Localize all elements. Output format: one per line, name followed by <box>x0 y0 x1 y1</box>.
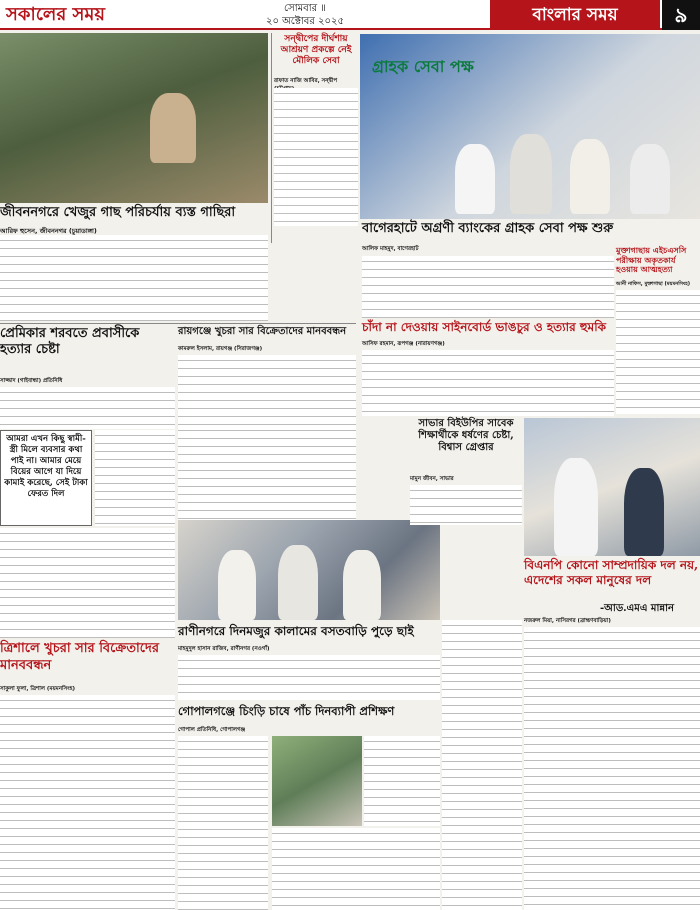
signboard-byline: আসিফ রহমান, রূপগঞ্জ (নারায়ণগঞ্জ) <box>362 341 445 347</box>
edition-date <box>245 2 365 28</box>
sherbet-body-end <box>0 528 175 638</box>
guest-figure <box>630 144 670 214</box>
sherbet-body-cont <box>95 430 175 526</box>
savar-byline: মামুন জীবন, সাভার <box>410 476 454 482</box>
speaker-figure <box>554 458 598 556</box>
shrimp-headline: গোপালগঞ্জে চিংড়ি চাষে পাঁচ দিনব্যাপী প্রশিক্ষণ <box>178 704 395 718</box>
guest-figure <box>455 144 495 214</box>
sherbet-byline: সাজ্জাদ (গাইবান্ধা) প্রতিনিধি <box>0 378 63 384</box>
savar-body-cont <box>442 620 522 910</box>
fire-byline: মাহমুদুল হাসান রাজিব, রাণীনগর (নওগাঁ) <box>178 646 270 652</box>
bnp-event-photo <box>524 418 700 556</box>
shrimp-body-cont <box>272 828 440 910</box>
date-palm-byline: আরিফ হুসেন, জীবননগর (চুয়াডাঙ্গা) <box>0 227 97 235</box>
signboard-headline: চাঁদা না দেওয়ায় সাইনবোর্ড ভাঙচুর ও হত্যার হুমকি <box>362 320 607 334</box>
bank-body <box>362 256 614 318</box>
raipur-body <box>178 355 356 425</box>
bank-banner-text: গ্রাহক সেবা পক্ষ <box>372 57 474 76</box>
person-figure <box>218 550 256 620</box>
exam-headline: মুক্তাগাছায় এইচএসসি পরীক্ষায় অকৃতকার্য হওয়ায় আত্মহত্যা <box>616 245 687 275</box>
trishal-byline: সাকুলা ফুলা, ত্রিশাল (ময়মনসিংহ) <box>0 686 75 692</box>
date-palm-photo <box>0 33 268 203</box>
fire-headline: রাণীনগরে দিনমজুর কালামের বসতবাড়ি পুড়ে ছাই <box>178 624 414 638</box>
person-figure <box>343 550 381 620</box>
shrimp-body <box>178 736 268 910</box>
bnp-byline: নজরুল মিয়া, নাসিরগর (ব্রাহ্মণবাড়িয়া) <box>524 618 611 624</box>
person-figure <box>278 545 318 620</box>
shelter-headline: সন্দ্বীপের দীর্ঘশায় আশ্রয়ণ প্রকল্পে নেই মৌলিক সেবা <box>280 34 352 66</box>
raipur-headline: রায়গঞ্জে খুচরা সার বিক্রেতাদের মানববন্ধন <box>178 326 347 337</box>
tree-climber-figure <box>150 93 196 163</box>
section-title: বাংলার সময় <box>490 0 660 30</box>
fire-body-cont <box>364 736 440 826</box>
speaker-figure <box>624 468 664 556</box>
edition-day: সোমবার ॥ <box>284 3 326 14</box>
page-number: ৯ <box>662 0 700 30</box>
masthead-logo: সকালের সময় <box>6 4 106 25</box>
shrimp-byline: গোপাল প্রতিনিধি, গোপালগঞ্জ <box>178 727 246 733</box>
shelter-body <box>274 88 358 226</box>
date-palm-headline: জীবননগরে খেজুর গাছ পরিচর্যায় ব্যস্ত গাছিরা <box>0 205 236 220</box>
savar-headline: সাভার বিইউপির সাবেক শিক্ষার্থীকে ধর্ষণের চেষ্টা, বিশ্বাস গ্রেপ্তার <box>418 418 514 453</box>
sherbet-pullquote: আমরা এখন কিছু স্বামী-স্ত্রী মিলে ব্যবসার কথা পাই না। আমার মেয়ে বিয়ের আগে যা দিয়ে কামাই করেছে, সেই টাকা ফেরত দিল <box>0 430 92 526</box>
fire-victim-photo <box>178 520 440 620</box>
bnp-attribution: -আড.এমএ মান্নান <box>600 603 674 614</box>
exam-byline: আনী নাফিস, মুক্তাগাছা (ময়মনসিংহ) <box>616 281 691 287</box>
bank-event-photo <box>360 34 700 219</box>
trishal-headline: ত্রিশালে খুচরা সার বিক্রেতাদের মানববন্ধন <box>0 641 159 673</box>
training-photo <box>272 736 362 826</box>
fire-body <box>178 655 440 700</box>
bnp-headline: বিএনপি কোনো সাম্প্রদায়িক দল নয়, এদেশের সকল মানুষের দল <box>524 558 699 587</box>
raipur-body-cont <box>178 425 356 530</box>
shelter-byline: রাফাত নাজি আবির, সন্দ্বীপ <box>274 78 338 84</box>
date-palm-body <box>0 235 268 321</box>
bnp-body <box>524 627 700 910</box>
raipur-byline: কামরুল ইসলাম, রায়গঞ্জ (সিরাজগঞ্জ) <box>178 346 263 352</box>
guest-figure <box>570 139 610 214</box>
guest-figure <box>510 134 552 214</box>
sherbet-headline: প্রেমিকার শরবতে প্রবাসীকে হত্যার চেষ্টা <box>0 326 140 357</box>
edition-date-text: ২০ অক্টোবর ২০২৫ <box>265 16 345 27</box>
sherbet-body <box>0 387 175 429</box>
signboard-body <box>362 350 614 416</box>
exam-body <box>616 290 700 414</box>
column-rule <box>271 33 272 243</box>
section-rule <box>0 323 356 324</box>
trishal-body <box>0 695 175 910</box>
bank-headline: বাগেরহাটে অগ্রণী ব্যাংকের গ্রাহক সেবা পক্ষ শুরু <box>362 221 614 236</box>
savar-body <box>410 485 522 525</box>
bank-byline: আলিফ মাহমুদ, বাগেরহাট <box>362 246 419 252</box>
